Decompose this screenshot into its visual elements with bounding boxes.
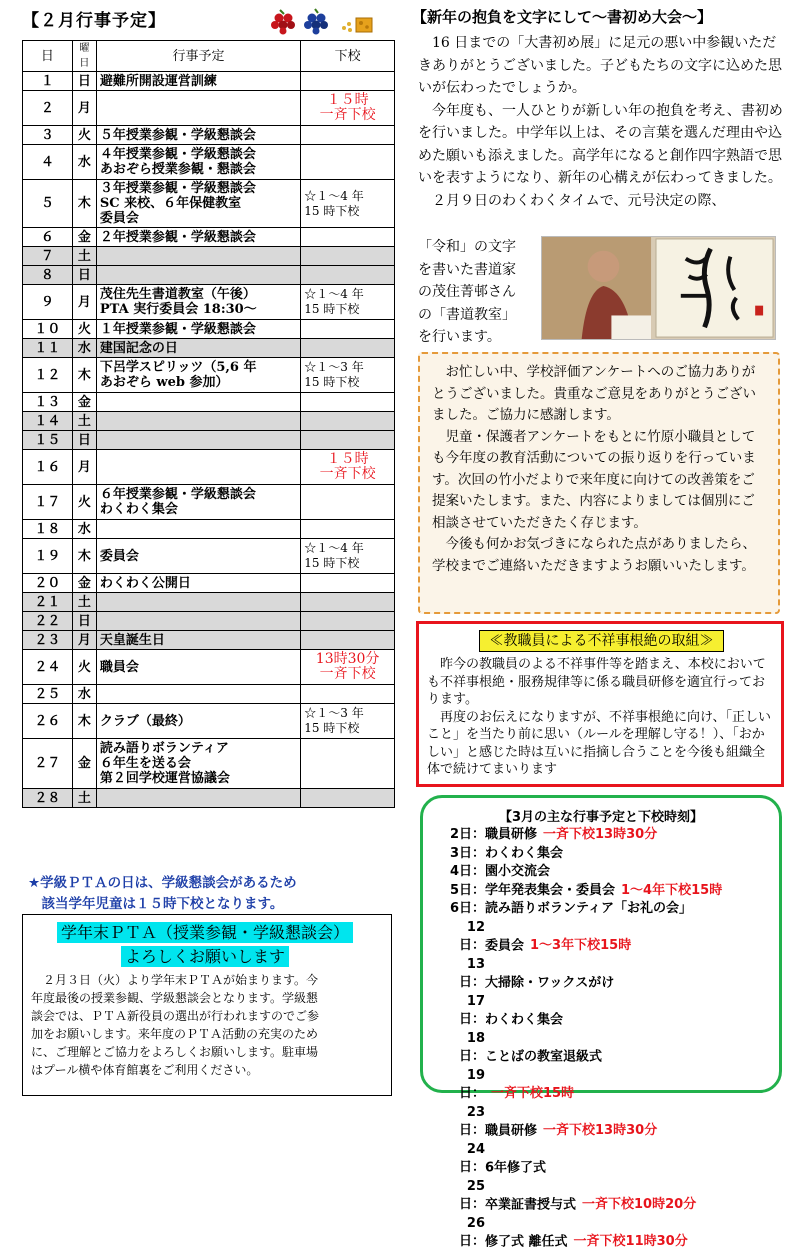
kakizome-paragraph-1: 16 日までの「大書初め展」に足元の悪い中参観いただきありがとうございました。子どもたちの文字に込めた思いが伝わったでしょうか。 [418,35,782,96]
schedule-day-cell: ２１ [23,593,73,612]
grapes-icon [271,10,295,35]
schedule-day-cell: １６ [23,450,73,485]
schedule-event-cell [96,393,300,412]
table-row [23,358,395,393]
schedule-event-cell: ６年授業参観・学級懇談会 わくわく集会 [96,485,300,520]
pta-notice-box [22,914,392,1096]
schedule-weekday-cell: 月 [72,91,96,126]
schedule-dismissal-cell: ☆１～3 年 15 時下校 [301,358,395,393]
table-row [23,574,395,593]
table-header-row [23,41,395,72]
schedule-dismissal-cell [301,412,395,431]
schedule-dismissal-cell: １５時 一斉下校 [301,91,395,126]
march-date: 12日： [458,919,485,953]
march-list [447,826,722,1252]
schedule-weekday-cell: 木 [72,180,96,228]
schedule-weekday-cell: 水 [72,145,96,180]
schedule-day-cell: ４ [23,145,73,180]
list-item [447,845,722,864]
evaluation-paragraph-1: お忙しい中、学校評価アンケートへのご協力ありがとうございました。貴重なご意見をありがとうございました。ご協力に感謝します。 [432,364,756,423]
list-item [447,956,722,993]
list-item [447,882,722,901]
march-event: 卒業証書授与式 [485,1197,577,1212]
schedule-weekday-cell: 土 [72,412,96,431]
evaluation-body [432,362,768,577]
march-event: 委員会 [485,938,525,953]
schedule-body [23,72,395,808]
table-row [23,485,395,520]
schedule-dismissal-cell: ☆１～4 年 15 時下校 [301,180,395,228]
table-row [23,228,395,247]
march-date: 23日： [458,1104,485,1138]
march-event: 職員研修 [485,827,538,842]
pta-body-text: ２月３日（火）より学年末ＰＴＡが始まります。今 年度最後の授業参観、学級懇談会となります。学級懇 談会では、ＰＴＡ新役員の選出が行われますのでご参 加をお願いします。来年度のＰＴＡ活動の充実のため に、ご理解とご協力をよろしくお願いします。駐車場 はプール横や体育館裏をご利用ください。 [31,973,320,1077]
table-row [23,431,395,450]
table-row [23,339,395,358]
schedule-dismissal-cell [301,339,395,358]
schedule-weekday-cell: 月 [72,631,96,650]
list-item [447,1141,722,1178]
march-date: 5日： [449,882,485,898]
march-dismissal: 一斉下校11時30分 [573,1234,688,1249]
schedule-day-cell: ９ [23,285,73,320]
march-event: 園小交流会 [485,864,551,879]
kakizome-body [418,32,784,212]
schedule-dismissal-cell [301,247,395,266]
schedule-event-cell [96,450,300,485]
schedule-day-cell: ２ [23,91,73,126]
schedule-weekday-cell: 木 [72,704,96,739]
schedule-event-cell: ５年授業参観・学級懇談会 [96,126,300,145]
schedule-day-cell: ６ [23,228,73,247]
list-item [447,1215,722,1252]
table-row [23,285,395,320]
march-event: 修了式 離任式 [485,1234,568,1249]
schedule-weekday-cell: 水 [72,520,96,539]
ethics-title: ≪教職員による不祥事根絶の取組≫ [479,630,724,652]
schedule-dismissal-cell [301,612,395,631]
schedule-title: 【２月行事予定】 [22,11,166,31]
schedule-day-cell: １９ [23,539,73,574]
schedule-weekday-cell: 土 [72,593,96,612]
schedule-day-cell: １５ [23,431,73,450]
schedule-weekday-cell: 金 [72,393,96,412]
schedule-weekday-cell: 日 [72,72,96,91]
table-row [23,266,395,285]
table-row [23,685,395,704]
march-dismissal: 一斉下校15時 [491,1086,575,1101]
header-dismissal: 下校 [301,41,395,72]
schedule-event-cell: 避難所開設運営訓練 [96,72,300,91]
schedule-dismissal-cell [301,739,395,789]
schedule-event-cell: 委員会 [96,539,300,574]
schedule-event-cell: 下呂学スピリッツ（5,6 年 あおぞら web 参加） [96,358,300,393]
march-date: 19日： [458,1067,485,1101]
schedule-day-cell: １０ [23,320,73,339]
march-schedule-box [420,795,782,1249]
schedule-weekday-cell: 日 [72,612,96,631]
march-event: ことばの教室退級式 [485,1049,603,1064]
schedule-weekday-cell: 金 [72,739,96,789]
ethics-paragraph-1: 昨今の教職員のよる不祥事件等を踏まえ、本校においても不祥事根絶・服務規律等に係る職員研修を適宜行っております。 [427,657,766,707]
schedule-event-cell [96,685,300,704]
schedule-weekday-cell: 火 [72,126,96,145]
schedule-weekday-cell: 月 [72,450,96,485]
schedule-weekday-cell: 金 [72,228,96,247]
schedule-day-cell: ２４ [23,650,73,685]
pta-heading [45,921,365,969]
kakizome-paragraph-2: 今年度も、一人ひとりが新しい年の抱負を考え、書初めを行いました。中学年以上は、その言葉を選んだ理由や込めた願いも添えました。高学年になると創作四字熟語で思いを表すようになり、新年の心構えが伝わってきました。 [418,102,783,186]
march-date: 24日： [458,1141,485,1175]
schedule-event-cell: 天皇誕生日 [96,631,300,650]
schedule-dismissal-cell [301,266,395,285]
schedule-weekday-cell: 水 [72,339,96,358]
schedule-event-cell [96,789,300,808]
pta-day-note: ★学級ＰＴＡの日は、学級懇談会があるため 該当学年児童は１５時下校となります。 [28,875,297,912]
table-row [23,593,395,612]
ethics-paragraph-2: 再度のお伝えになりますが、不祥事根絶に向け、「正しいこと」を当たり前に思い（ルールを理解し守る！）、「おかしい」と感じた時は互いに指摘し合うことを今後も組織全体で続けてまいります [427,709,771,777]
list-item [447,1030,722,1067]
march-event: 学年発表集会・委員会 [485,882,616,898]
list-item [447,863,722,882]
schedule-event-cell: 読み語りボランティア ６年生を送る会 第２回学校運営協議会 [96,739,300,789]
schedule-weekday-cell: 火 [72,650,96,685]
table-row [23,739,395,789]
schedule-event-cell: 建国記念の日 [96,339,300,358]
schedule-event-cell [96,431,300,450]
table-row [23,126,395,145]
march-date: 17日： [458,993,485,1027]
schedule-weekday-cell: 金 [72,574,96,593]
schedule-day-cell: ８ [23,266,73,285]
header-event: 行事予定 [96,41,300,72]
schedule-weekday-cell: 水 [72,685,96,704]
schedule-day-cell: ７ [23,247,73,266]
february-schedule-table [22,40,395,808]
schedule-dismissal-cell [301,126,395,145]
march-event: 職員研修 [485,1123,538,1138]
table-row [23,91,395,126]
schedule-event-cell: １年授業参観・学級懇談会 [96,320,300,339]
march-event: わくわく集会 [485,845,564,861]
schedule-weekday-cell: 土 [72,789,96,808]
schedule-day-cell: ２０ [23,574,73,593]
schedule-day-cell: ２７ [23,739,73,789]
schedule-dismissal-cell: ☆１～4 年 15 時下校 [301,539,395,574]
schedule-day-cell: ２５ [23,685,73,704]
schedule-day-cell: １ [23,72,73,91]
schedule-dismissal-cell: ☆１～4 年 15 時下校 [301,285,395,320]
schedule-event-cell [96,412,300,431]
schedule-event-cell [96,247,300,266]
march-event: 大掃除・ワックスがけ [485,975,615,990]
schedule-event-cell [96,91,300,126]
march-event: 6年修了式 [485,1160,547,1175]
kakizome-title: 【新年の抱負を文字にして～書初め大会～】 [412,8,713,26]
table-row [23,145,395,180]
blueberry-icon [304,9,328,35]
schedule-weekday-cell: 日 [72,431,96,450]
schedule-dismissal-cell [301,228,395,247]
calligraphy-photo [541,236,776,340]
schedule-event-cell: わくわく公開日 [96,574,300,593]
march-date: 2日： [449,827,485,842]
schedule-weekday-cell: 木 [72,358,96,393]
schedule-dismissal-cell [301,485,395,520]
header-day: 日 [23,41,73,72]
decorative-icons [270,6,380,36]
table-row [23,180,395,228]
schedule-dismissal-cell [301,685,395,704]
march-date: 25日： [458,1178,485,1212]
march-dismissal: 1～4年下校15時 [621,882,723,898]
schedule-dismissal-cell [301,593,395,612]
march-dismissal: 一斉下校13時30分 [543,1123,658,1138]
schedule-day-cell: １２ [23,358,73,393]
march-dismissal: 一斉下校10時20分 [582,1197,697,1212]
schedule-dismissal-cell: 13時30分 一斉下校 [301,650,395,685]
list-item [447,900,722,919]
pta-heading-line2: よろしくお願いします [121,946,289,967]
table-row [23,704,395,739]
table-row [23,650,395,685]
schedule-dismissal-cell [301,72,395,91]
schedule-dismissal-cell: ☆１～3 年 15 時下校 [301,704,395,739]
schedule-day-cell: ２３ [23,631,73,650]
schedule-dismissal-cell [301,320,395,339]
schedule-dismissal-cell [301,393,395,412]
table-row [23,247,395,266]
schedule-day-cell: ３ [23,126,73,145]
schedule-weekday-cell: 月 [72,285,96,320]
schedule-day-cell: １３ [23,393,73,412]
schedule-day-cell: １１ [23,339,73,358]
table-row [23,789,395,808]
schedule-event-cell: 茂住先生書道教室（午後） PTA 実行委員会 18:30～ [96,285,300,320]
school-evaluation-box [418,352,780,614]
table-row [23,450,395,485]
march-date: 26日： [458,1215,485,1249]
march-date: 18日： [458,1030,485,1064]
table-row [23,412,395,431]
schedule-event-cell [96,593,300,612]
schedule-event-cell: クラブ（最終） [96,704,300,739]
table-row [23,612,395,631]
schedule-weekday-cell: 日 [72,266,96,285]
table-row [23,520,395,539]
schedule-weekday-cell: 火 [72,320,96,339]
evaluation-paragraph-3: 今後も何かお気づきになられた点がありましたら、学校までご連絡いただきますようお願いいたします。 [432,536,756,574]
schedule-dismissal-cell [301,431,395,450]
schedule-weekday-cell: 土 [72,247,96,266]
schedule-dismissal-cell: １５時 一斉下校 [301,450,395,485]
list-item [447,1104,722,1141]
kakizome-paragraph-3-tail: 「令和」の文字 を書いた書道家 の茂住菁邨さん の「書道教室」 を行います。 [418,239,516,345]
schedule-dismissal-cell [301,631,395,650]
pta-heading-line1: 学年末ＰＴＡ（授業参観・学級懇談会） [57,922,353,943]
schedule-event-cell: ２年授業参観・学級懇談会 [96,228,300,247]
schedule-day-cell: ２８ [23,789,73,808]
table-row [23,539,395,574]
schedule-event-cell: ３年授業参観・学級懇談会 SC 来校、６年保健教室 委員会 [96,180,300,228]
list-item [447,826,722,845]
list-item [447,919,722,956]
kakizome-paragraph-3: ２月９日のわくわくタイムで、元号決定の際、 [432,192,726,209]
evaluation-paragraph-2: 児童・保護者アンケートをもとに竹原小職員としても今年度の教育活動についての振り返りを行っています。次回の竹小だよりで来年度に向けての改善策をご提案いたします。また、内容によりましては個別にご相談させていただきたく存じます。 [432,428,756,531]
list-item [447,993,722,1030]
march-event: 読み語りボランティア「お礼の会」 [485,901,692,916]
schedule-weekday-cell: 木 [72,539,96,574]
schedule-dismissal-cell [301,145,395,180]
ethics-box [416,621,784,787]
table-row [23,631,395,650]
march-event: わくわく集会 [485,1012,564,1027]
schedule-event-cell: 職員会 [96,650,300,685]
march-dismissal: 1～3年下校15時 [530,938,632,953]
schedule-event-cell [96,520,300,539]
schedule-event-cell: ４年授業参観・学級懇談会 あおぞら授業参観・懇談会 [96,145,300,180]
march-date: 4日： [449,864,485,879]
schedule-dismissal-cell [301,574,395,593]
march-date: 3日： [449,845,485,861]
schedule-day-cell: １４ [23,412,73,431]
schedule-day-cell: ５ [23,180,73,228]
schedule-day-cell: １８ [23,520,73,539]
schedule-event-cell [96,266,300,285]
schedule-day-cell: ２６ [23,704,73,739]
schedule-event-cell [96,612,300,631]
march-date: 13日： [458,956,485,990]
schedule-day-cell: １７ [23,485,73,520]
march-title: 【3月の主な行事予定と下校時刻】 [498,810,704,825]
cheese-icon [342,18,372,32]
march-dismissal: 一斉下校13時30分 [543,827,658,842]
table-row [23,320,395,339]
schedule-day-cell: ２２ [23,612,73,631]
table-row [23,72,395,91]
march-date: 6日： [449,901,485,916]
header-weekday: 曜日 [72,41,96,72]
ethics-body [427,656,775,779]
schedule-dismissal-cell [301,789,395,808]
list-item [447,1178,722,1215]
schedule-weekday-cell: 火 [72,485,96,520]
list-item [447,1067,722,1104]
schedule-dismissal-cell [301,520,395,539]
table-row [23,393,395,412]
